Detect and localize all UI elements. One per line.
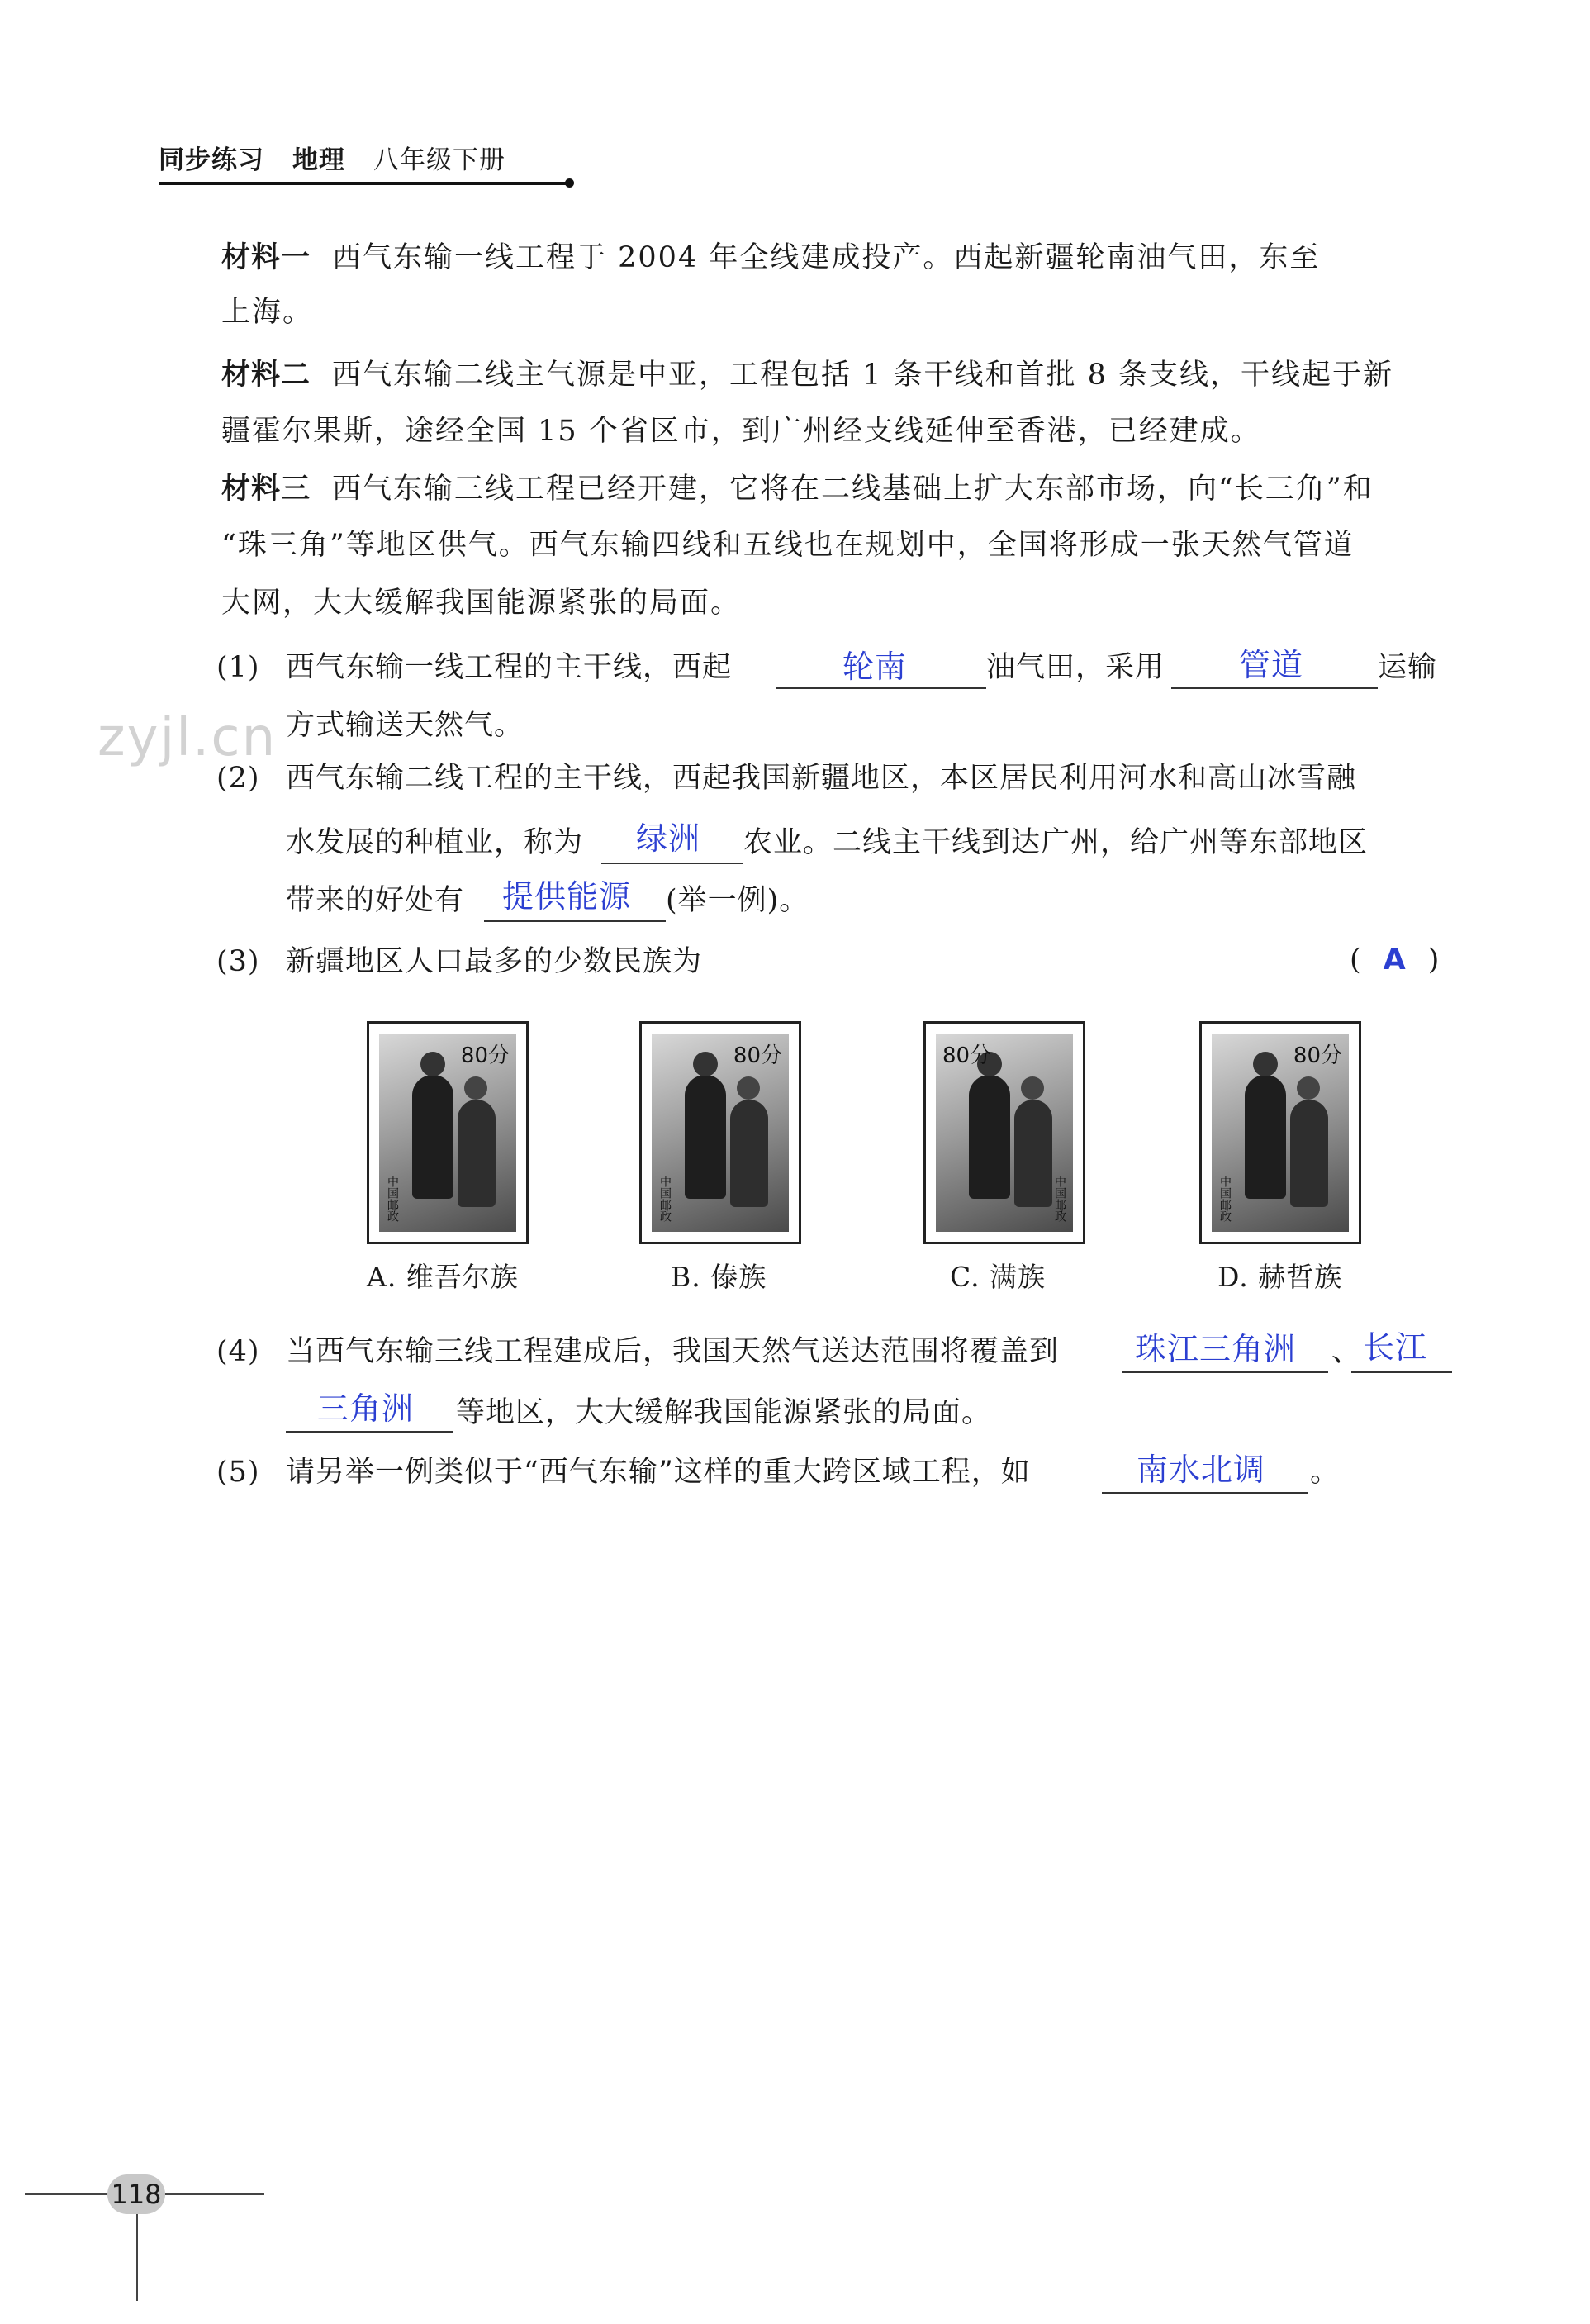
q1-answer-a: 轮南	[842, 649, 908, 685]
q4-sep: 、	[1331, 1335, 1362, 1368]
q4-text-a: 当西气东输三线工程建成后，我国天然气送达范围将覆盖到	[286, 1335, 1060, 1368]
q1-number: (1)	[216, 651, 260, 684]
q2-answer-b: 提供能源	[502, 878, 632, 915]
watermark: zyjl.cn	[97, 707, 278, 768]
q5-text-b: 。	[1310, 1456, 1341, 1489]
q2-number: (2)	[216, 762, 260, 795]
q2-text-d: (举一例)。	[666, 884, 809, 917]
q3-paren-open: (	[1350, 943, 1362, 977]
option-a-label: A. 维吾尔族	[367, 1261, 519, 1293]
grade-title: 八年级下册	[373, 145, 505, 175]
q4-answer-b-part2: 三角洲	[317, 1390, 415, 1427]
q2-answer-a: 绿洲	[636, 820, 701, 857]
page-header	[159, 139, 534, 176]
head-icon	[737, 1076, 760, 1100]
head-icon	[1253, 1052, 1278, 1076]
q4-blank-a[interactable]	[1122, 1371, 1328, 1373]
q3-answer-paren	[1350, 943, 1440, 977]
material-3-text-1: 西气东输三线工程已经开建，它将在二线基础上扩大东部市场，向“长三角”和	[332, 473, 1374, 506]
q2-blank-b[interactable]	[484, 920, 666, 922]
page-number: 118	[107, 2174, 165, 2214]
material-1-line-2: 上海。	[221, 296, 314, 329]
q2-text-a: 水发展的种植业，称为	[286, 826, 584, 859]
stamp-value: 80分	[1293, 1043, 1342, 1068]
figure-icon	[730, 1100, 768, 1207]
q1-text-a: 西气东输一线工程的主干线，西起	[286, 651, 733, 684]
stamp-image	[379, 1034, 516, 1232]
q4-answer-b-part1: 长江	[1363, 1329, 1428, 1366]
stamp-value: 80分	[460, 1043, 510, 1068]
stamp-country: 中国邮政	[1218, 1176, 1232, 1222]
q4-text-b: 等地区，大大缓解我国能源紧张的局面。	[456, 1396, 992, 1429]
q5-number: (5)	[216, 1456, 260, 1489]
stamp-image	[936, 1034, 1073, 1232]
q5-answer: 南水北调	[1137, 1452, 1266, 1488]
head-icon	[1297, 1076, 1320, 1100]
material-1-line-1	[221, 240, 1320, 276]
option-c-label: C. 满族	[950, 1261, 1047, 1293]
stamp-option-d[interactable]	[1199, 1021, 1361, 1244]
stamp-country: 中国邮政	[386, 1176, 399, 1222]
stamp-image	[652, 1034, 789, 1232]
material-2-text-1: 西气东输二线主气源是中亚，工程包括 1 条干线和首批 8 条支线，干线起于新	[332, 359, 1394, 392]
q3-number: (3)	[216, 945, 260, 978]
material-3-line-1	[221, 471, 1374, 507]
head-icon	[1021, 1076, 1044, 1100]
q2-line-1: 西气东输二线工程的主干线，西起我国新疆地区，本区居民利用河水和高山冰雪融	[286, 762, 1357, 795]
head-icon	[464, 1076, 487, 1100]
figure-icon	[412, 1075, 453, 1199]
q4-blank-b-cont[interactable]	[286, 1431, 453, 1433]
material-3-line-3: 大网，大大缓解我国能源紧张的局面。	[221, 587, 742, 620]
q1-answer-b: 管道	[1239, 647, 1304, 683]
figure-icon	[1014, 1100, 1052, 1207]
stamp-option-a[interactable]	[367, 1021, 529, 1244]
option-b-label: B. 傣族	[671, 1261, 767, 1293]
material-3-line-2: “珠三角”等地区供气。西气东输四线和五线也在规划中，全国将形成一张天然气管道	[221, 529, 1355, 562]
q1-text-b: 油气田，采用	[986, 651, 1165, 684]
stamp-option-b[interactable]	[639, 1021, 801, 1244]
q5-text-a: 请另举一例类似于“西气东输”这样的重大跨区域工程，如	[286, 1456, 1031, 1489]
stamp-value: 80分	[733, 1043, 782, 1068]
stamp-value: 80分	[942, 1043, 992, 1068]
material-2-label: 材料二	[221, 359, 311, 392]
q2-text-b: 农业。二线主干线到达广州，给广州等东部地区	[743, 826, 1369, 859]
figure-icon	[1245, 1075, 1286, 1199]
figure-icon	[458, 1100, 496, 1207]
series-title: 同步练习	[159, 145, 264, 175]
q1-text-c: 运输	[1378, 651, 1438, 684]
stamp-option-c[interactable]	[923, 1021, 1085, 1244]
q3-answer: A	[1383, 943, 1407, 977]
q2-text-c: 带来的好处有	[286, 884, 465, 917]
stamp-image	[1212, 1034, 1349, 1232]
header-rule	[159, 182, 570, 185]
material-2-line-2: 疆霍尔果斯，途经全国 15 个省区市，到广州经支线延伸至香港，已经建成。	[221, 415, 1261, 448]
q3-text: 新疆地区人口最多的少数民族为	[286, 945, 703, 978]
q5-blank[interactable]	[1102, 1492, 1308, 1494]
q1-blank-a[interactable]	[776, 687, 986, 689]
q2-blank-a[interactable]	[601, 863, 743, 864]
stamp-country: 中国邮政	[658, 1176, 672, 1222]
figure-icon	[969, 1075, 1010, 1199]
subject-title: 地理	[292, 145, 345, 175]
head-icon	[420, 1052, 445, 1076]
figure-icon	[685, 1075, 726, 1199]
q4-number: (4)	[216, 1335, 260, 1368]
stamp-country: 中国邮政	[1053, 1176, 1066, 1222]
material-1-text-1: 西气东输一线工程于 2004 年全线建成投产。西起新疆轮南油气田，东至	[332, 241, 1321, 274]
q3-paren-close: )	[1427, 943, 1440, 977]
material-2-line-1	[221, 357, 1393, 393]
q1-blank-b[interactable]	[1171, 687, 1378, 689]
material-1-label: 材料一	[221, 241, 311, 274]
q1-line-2: 方式输送天然气。	[286, 709, 524, 742]
head-icon	[693, 1052, 718, 1076]
header-dot	[565, 178, 574, 188]
q4-answer-a: 珠江三角洲	[1135, 1331, 1297, 1367]
option-d-label: D. 赫哲族	[1217, 1261, 1343, 1293]
figure-icon	[1290, 1100, 1328, 1207]
q4-blank-b[interactable]	[1351, 1371, 1452, 1373]
material-3-label: 材料三	[221, 473, 311, 506]
